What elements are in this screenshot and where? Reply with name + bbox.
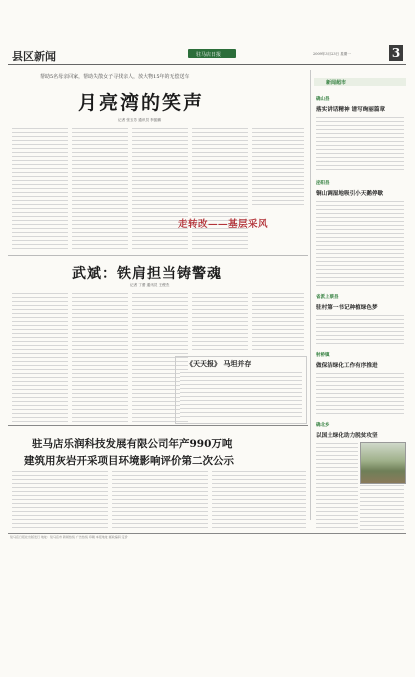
- page-number: 3: [389, 45, 403, 61]
- feature-body-col5: [252, 292, 304, 352]
- sidebar-item-title: 铜山调湿地吸引小天鹅停歇: [316, 191, 384, 197]
- lead-body-col4: [192, 127, 248, 252]
- feature-title: 武斌：铁肩担当铸警魂: [72, 266, 222, 282]
- feature-byline: 记者 丁蕾 通讯员 王俊杰: [130, 283, 170, 287]
- lead-tag-banner: [178, 212, 304, 230]
- lead-byline: 记者 张玉芳 通讯员 李振鹏: [118, 118, 161, 122]
- notice-title-line1: 驻马店乐润科技发展有限公司年产990万吨: [32, 438, 233, 450]
- column-body: [180, 371, 302, 419]
- brand-label: 驻马店日报: [196, 51, 222, 58]
- sidebar-divider: [310, 70, 311, 520]
- column-title: 《天天报》 马坦并存: [186, 359, 252, 368]
- sidebar-item-body: [316, 200, 404, 286]
- field-photo: [360, 442, 406, 484]
- sidebar-header: [314, 78, 406, 88]
- sidebar-item: [314, 422, 406, 532]
- lead-body-col1: [12, 127, 68, 252]
- lead-tag-text: 走转改——基层采风: [178, 219, 269, 230]
- lead-kicker: 帮助5名母亲回家，帮助失散女子寻找亲人，放大物15年的无偿送车: [40, 74, 190, 80]
- notice-divider: [8, 425, 308, 426]
- sidebar-item-place: 泌阳县: [316, 181, 330, 186]
- notice-body-col3: [212, 470, 306, 528]
- lead-title: 月亮湾的笑声: [78, 92, 205, 114]
- sidebar-item: [314, 96, 406, 176]
- sidebar-item-place: 射桥镇: [316, 353, 330, 358]
- newspaper-brand: [188, 49, 236, 58]
- lead-body-col5: [252, 127, 304, 207]
- sidebar-item-title: 做保洁绿化工作有序推进: [316, 363, 378, 369]
- sidebar-item: [314, 294, 406, 350]
- notice-body-col2: [112, 470, 208, 528]
- sidebar-item-body: [316, 116, 404, 172]
- sidebar-item-body: [316, 372, 404, 416]
- lead-body-col2: [72, 127, 128, 252]
- sidebar-item-body: [316, 314, 404, 346]
- sidebar-item-place: 省派上蔡县: [316, 295, 339, 300]
- section-title: 县区新闻: [12, 50, 56, 63]
- footer-divider: [8, 533, 406, 534]
- sidebar-item-body: [316, 442, 358, 530]
- sidebar-item-place: 确山县: [316, 97, 330, 102]
- page-header: [8, 44, 406, 64]
- feature-body-col1: [12, 292, 68, 422]
- section-divider: [8, 255, 308, 256]
- lead-body-col3: [132, 127, 188, 252]
- header-divider: [8, 64, 406, 65]
- sidebar-header-label: 新闻超市: [326, 79, 347, 86]
- notice-body-col1: [12, 470, 108, 528]
- column-box: [175, 356, 307, 424]
- sidebar-item-title: 落实讲话精神 谱写绚丽篇章: [316, 107, 386, 113]
- feature-body-col2: [72, 292, 128, 422]
- sidebar-item-title: 以国土绿化助力脱贫攻坚: [316, 433, 378, 439]
- sidebar-item: [314, 180, 406, 290]
- date-line: 2009年3月23日 星期一: [313, 52, 351, 56]
- feature-body-col4: [192, 292, 248, 352]
- photo-caption: [360, 484, 404, 530]
- footer-info: 驻马店日报社出版发行 地址：驻马店市 新闻热线 广告热线 印刷 本报地址 邮政编码 定价: [10, 535, 128, 539]
- notice-title-line2: 建筑用灰岩开采项目环境影响评价第二次公示: [24, 455, 234, 467]
- sidebar-item-place: 确北乡: [316, 423, 330, 428]
- sidebar-item-title: 驻村第一书记种植绿色梦: [316, 305, 378, 311]
- sidebar-item: [314, 352, 406, 420]
